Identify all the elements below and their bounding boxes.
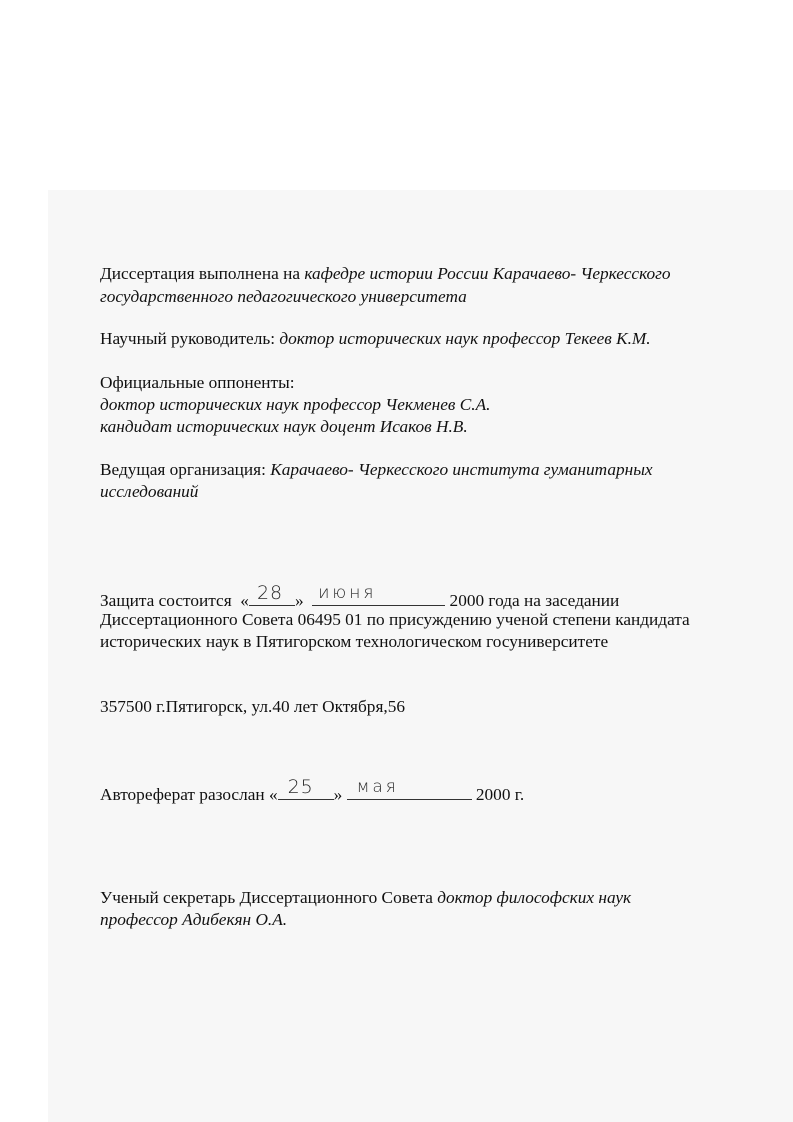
dissertation-line-2: государственного педагогического университета	[100, 287, 467, 306]
lead-org-label: Ведущая организация:	[100, 460, 266, 479]
lead-org-line-2: исследований	[100, 482, 199, 501]
secretary-label: Ученый секретарь Диссертационного Совета	[100, 888, 433, 907]
mailing-line	[100, 776, 525, 806]
mailing-day: 25	[287, 776, 314, 798]
advisor-label: Научный руководитель:	[100, 329, 275, 348]
mailing-day-blank	[278, 776, 334, 800]
defense-line-3: исторических наук в Пятигорском технологическом госуниверситете	[100, 632, 609, 651]
dissertation-department: кафедре истории России Карачаево- Черкесского	[304, 264, 671, 283]
secretary-title: доктор философских наук	[437, 888, 632, 907]
lead-org-name: Карачаево- Черкесского института гуманитарных	[270, 460, 653, 479]
lead-org-line-1	[100, 459, 653, 481]
defense-day: 28	[256, 582, 284, 604]
mailing-prefix: Автореферат разослан	[100, 785, 265, 804]
defense-month-blank	[312, 583, 445, 606]
dissertation-line-1	[100, 263, 671, 285]
advisor-line	[100, 328, 651, 350]
mailing-month: мая	[356, 777, 399, 797]
mailing-month-blank	[347, 777, 472, 800]
defense-close-quote: »	[294, 591, 304, 610]
secretary-line-1	[100, 887, 631, 909]
advisor-name: доктор исторических наук профессор Текеев К.М.	[279, 329, 651, 348]
dissertation-label: Диссертация выполнена на	[100, 264, 301, 283]
defense-month: июня	[318, 583, 377, 603]
mailing-suffix: 2000 г.	[475, 785, 525, 804]
defense-suffix: 2000 года на заседании	[449, 591, 620, 610]
defense-prefix: Защита состоится	[100, 591, 232, 610]
defense-day-blank	[249, 582, 295, 606]
opponent-2: кандидат исторических наук доцент Исаков Н.В.	[100, 417, 468, 436]
mailing-open-quote: «	[268, 785, 278, 804]
opponent-1: доктор исторических наук профессор Чекменев С.А.	[100, 395, 491, 414]
defense-line-2: Диссертационного Совета 06495 01 по присуждению ученой степени кандидата	[100, 610, 690, 629]
mailing-close-quote: »	[333, 785, 343, 804]
address: 357500 г.Пятигорск, ул.40 лет Октября,56	[100, 697, 405, 716]
opponents-label: Официальные оппоненты:	[100, 373, 295, 392]
secretary-line-2: профессор Адибекян О.А.	[100, 910, 288, 929]
defense-open-quote: «	[240, 591, 249, 610]
